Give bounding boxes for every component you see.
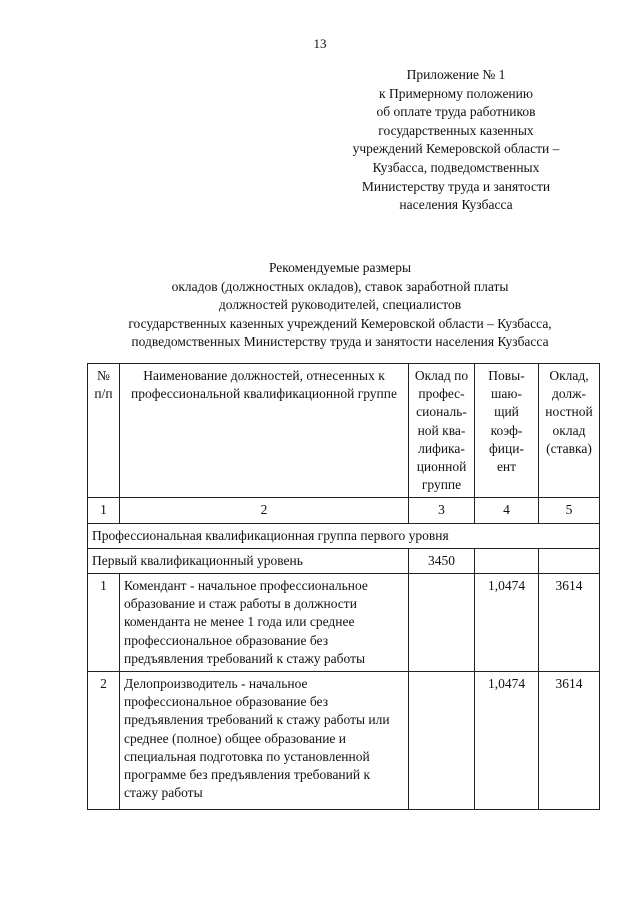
position-name: Делопроизводитель - начальное профессиональное образование без предъявления требований к стажу работы или среднее (полное) общее образование и специальная подготовка по установленной программе без предъявления требований к стажу работы <box>120 672 409 810</box>
row-number: 2 <box>88 672 120 810</box>
table-header-row <box>88 364 600 498</box>
empty-cell <box>539 548 600 573</box>
header-position-name: Наименование должностей, отнесенных к профессиональной квалификационной группе <box>120 364 409 498</box>
appendix-line: Министерству труда и занятости <box>361 178 551 194</box>
appendix-line: населения Кузбасса <box>399 197 513 213</box>
appendix-line: Приложение № 1 <box>406 67 506 82</box>
row-number: 1 <box>88 574 120 672</box>
level-base-salary: 3450 <box>409 548 475 573</box>
row-coefficient: 1,0474 <box>475 672 539 810</box>
row-coefficient: 1,0474 <box>475 574 539 672</box>
page-number: 13 <box>313 36 327 51</box>
column-number: 2 <box>120 498 409 523</box>
title-line: государственных казенных учреждений Кемеровской области – Кузбасса, <box>128 315 552 331</box>
header-base-salary: Оклад по профес- сиональ- ной ква- лифика- ционной группе <box>409 364 475 498</box>
title-line: Рекомендуемые размеры <box>268 260 412 275</box>
appendix-line: государственных казенных <box>378 122 534 138</box>
row-salary: 3614 <box>539 672 600 810</box>
level-row <box>88 548 600 573</box>
appendix-line: к Примерному положению <box>379 85 533 101</box>
row-base-salary <box>409 672 475 810</box>
column-number: 5 <box>539 498 600 523</box>
row-salary: 3614 <box>539 574 600 672</box>
column-number: 1 <box>88 498 120 523</box>
empty-cell <box>475 548 539 573</box>
title-line: подведомственных Министерству труда и занятости населения Кузбасса <box>131 334 549 350</box>
salary-table <box>87 363 600 810</box>
row-base-salary <box>409 574 475 672</box>
column-number-row <box>88 498 600 523</box>
column-number: 3 <box>409 498 475 523</box>
column-number: 4 <box>475 498 539 523</box>
appendix-line: учреждений Кемеровской области – <box>352 141 560 157</box>
table-row <box>88 574 600 672</box>
qualification-level-label: Первый квалификационный уровень <box>88 548 409 573</box>
appendix-line: Кузбасса, подведомственных <box>372 159 540 175</box>
header-coefficient: Повы- шаю- щий коэф- фици- ент <box>475 364 539 498</box>
title-line: должностей руководителей, специалистов <box>218 297 462 313</box>
table-row <box>88 672 600 810</box>
appendix-line: об оплате труда работников <box>376 104 536 120</box>
header-number: № п/п <box>88 364 120 498</box>
qualification-group-label: Профессиональная квалификационная группа первого уровня <box>88 523 600 548</box>
title-line: окладов (должностных окладов), ставок заработной платы <box>171 278 509 294</box>
group-row <box>88 523 600 548</box>
header-salary: Оклад, долж- ностной оклад (ставка) <box>539 364 600 498</box>
position-name: Комендант - начальное профессиональное образование и стаж работы в должности коменданта не менее 1 года или среднее профессиональное образование без предъявления требований к стажу работы <box>120 574 409 672</box>
document-title <box>0 259 640 352</box>
appendix-header <box>296 66 616 215</box>
